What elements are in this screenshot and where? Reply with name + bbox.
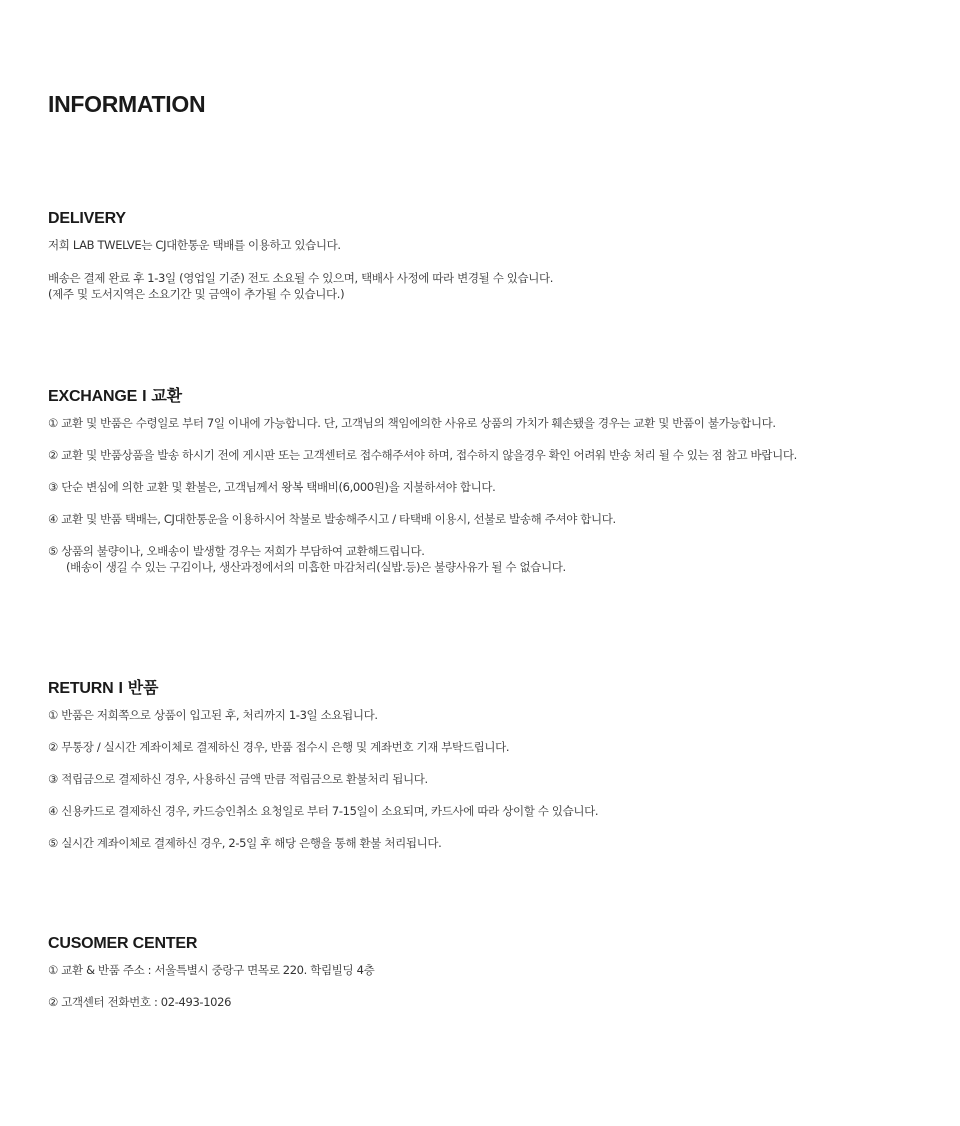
exchange-heading [48,383,928,406]
return-item [48,707,928,723]
return-address-text: ① 교환 & 반품 주소 : 서울특별시 중랑구 면목로 220. 학림빌딩 4층 [48,963,375,977]
return-item-text: ① 반품은 저희쪽으로 상품이 입고된 후, 처리까지 1-3일 소요됩니다. [48,708,378,722]
return-heading-en: RETURN [48,680,114,697]
return-heading-ko: 반품 [127,680,159,697]
exchange-item [48,415,928,431]
phone-number-text: ② 고객센터 전화번호 : 02-493-1026 [48,995,232,1009]
heading-separator: I [142,388,147,405]
exchange-item-subnote: (배송이 생길 수 있는 구김이나, 생산과정에서의 미흡한 마감처리(실밥.등)은 불량사유가 될 수 없습니다. [66,560,566,574]
customer-center-heading: CUSOMER CENTER [48,935,198,952]
exchange-item [48,543,928,575]
exchange-item-text: ② 교환 및 반품상품을 발송 하시기 전에 게시판 또는 고객센터로 접수해주셔야 하며, 접수하지 않을경우 확인 어려워 반송 처리 될 수 있는 점 참고 바랍니다. [48,448,797,462]
return-item-text: ④ 신용카드로 결제하신 경우, 카드승인취소 요청일로 부터 7-15일이 소요되며, 카드사에 따라 상이할 수 있습니다. [48,804,599,818]
exchange-item [48,447,928,463]
return-item-text: ② 무통장 / 실시간 계좌이체로 결제하신 경우, 반품 접수시 은행 및 계좌번호 기재 부탁드립니다. [48,740,510,754]
return-item [48,835,928,851]
customer-center-section [48,935,928,1010]
exchange-item-text: ① 교환 및 반품은 수령일로 부터 7일 이내에 가능합니다. 단, 고객님의 책임에의한 사유로 상품의 가치가 훼손됐을 경우는 교환 및 반품이 불가능합니다. [48,416,776,430]
delivery-courier-text: 저희 LAB TWELVE는 CJ대한통운 택배를 이용하고 있습니다. [48,238,341,252]
exchange-heading-en: EXCHANGE [48,388,138,405]
return-heading [48,675,928,698]
exchange-item [48,511,928,527]
exchange-item-text: ④ 교환 및 반품 택배는, CJ대한통운을 이용하시어 착불로 발송해주시고 / 타택배 이용시, 선불로 발송해 주셔야 합니다. [48,512,616,526]
delivery-period-text: 배송은 결제 완료 후 1-3일 (영업일 기준) 전도 소요될 수 있으며, 택배사 사정에 따라 변경될 수 있습니다. [48,271,554,285]
delivery-heading: DELIVERY [48,210,126,227]
heading-separator: I [118,680,123,697]
return-item-text: ③ 적립금으로 결제하신 경우, 사용하신 금액 만큼 적립금으로 환불처리 됩니다. [48,772,428,786]
center-item [48,962,928,978]
return-item [48,803,928,819]
return-item-text: ⑤ 실시간 계좌이체로 결제하신 경우, 2-5일 후 해당 은행을 통해 환불 처리됩니다. [48,836,442,850]
page-title: INFORMATION [48,91,206,117]
delivery-section [48,210,928,302]
delivery-island-note: (제주 및 도서지역은 소요기간 및 금액이 추가될 수 있습니다.) [48,287,345,301]
return-item [48,771,928,787]
center-item [48,994,928,1010]
exchange-item-text: ⑤ 상품의 불량이나, 오배송이 발생할 경우는 저희가 부담하여 교환해드립니다. [48,544,425,558]
exchange-heading-ko: 교환 [151,388,182,405]
exchange-item-text: ③ 단순 변심에 의한 교환 및 환불은, 고객님께서 왕복 택배비(6,000원)을 지불하셔야 합니다. [48,480,496,494]
spacer [48,253,928,270]
return-item [48,739,928,755]
exchange-section [48,383,928,575]
return-section [48,675,928,851]
exchange-item [48,479,928,495]
